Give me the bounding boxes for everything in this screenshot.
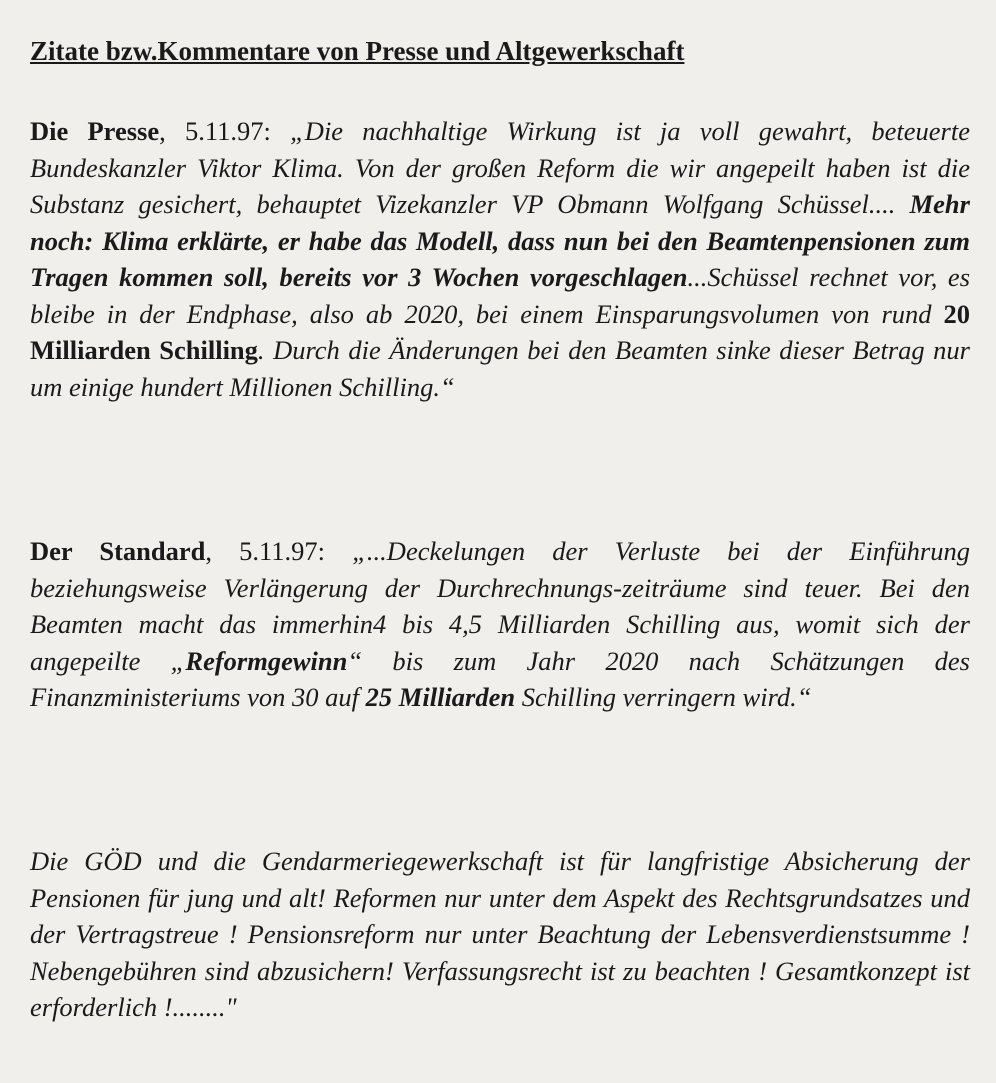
presse-quote-paragraph xyxy=(30,113,970,405)
presse-quote-emphasis: Mehr noch: Klima erklärte, er habe das Modell, dass nun bei den Beamtenpensionen zum Tragen kommen soll, bereits vor 3 Wochen vorgeschlagen xyxy=(30,189,970,292)
standard-quote-part1: „...Deckelungen der Verluste bei der Einführung beziehungsweise Verlängerung der Durchrechnungs-zeiträume sind teuer. Bei den Beamten macht das immerhin4 bis 4,5 Milliarden Schilling aus, womit sich der angepeilte „ xyxy=(30,536,970,676)
presse-date: , 5.11.97: xyxy=(159,116,291,146)
presse-source: Die Presse xyxy=(30,116,160,146)
presse-quote-amount: 20 Milliarden Schilling xyxy=(30,298,970,365)
standard-quote-emphasis: Reformgewinn xyxy=(185,645,348,676)
presse-quote-part2: ...Schüssel rechnet vor, es bleibe in der Endphase, also ab 2020, bei einem Einsparungsvolumen von rund xyxy=(30,262,971,329)
standard-quote-amount: 25 Milliarden xyxy=(365,682,516,712)
page-title: Zitate bzw.Kommentare von Presse und Altgewerkschaft xyxy=(30,36,685,66)
standard-quote-part3: Schilling verringern wird.“ xyxy=(515,682,812,712)
standard-quote-paragraph xyxy=(30,533,970,716)
goed-statement-paragraph: Die GÖD und die Gendarmeriegewerkschaft ist für langfristige Absicherung der Pensionen für jung und alt! Reformen nur unter dem Aspekt des Rechtsgrundsatzes und der Vertragstreue ! Pensionsreform nur unter Beachtung der Lebensverdienstsumme ! Nebengebühren sind abzusichern! Verfassungsrecht ist zu beachten ! Gesamtkonzept ist erforderlich !........" xyxy=(30,846,970,1022)
standard-quote-part2: “ bis zum Jahr 2020 nach Schätzungen des Finanzministeriums von 30 auf xyxy=(30,645,970,712)
standard-date: , 5.11.97: xyxy=(205,536,353,566)
standard-source: Der Standard xyxy=(30,536,206,566)
presse-quote-part1: „Die nachhaltige Wirkung ist ja voll gewahrt, beteuerte Bundeskanzler Viktor Klima. Von der großen Reform die wir angepeilt haben ist die Substanz gesichert, behauptet Vizekanzler VP Obmann Wolfgang Schüssel.... xyxy=(30,116,970,219)
presse-quote-part3: . Durch die Änderungen bei den Beamten sinke dieser Betrag nur um einige hundert Millionen Schilling.“ xyxy=(30,335,970,402)
